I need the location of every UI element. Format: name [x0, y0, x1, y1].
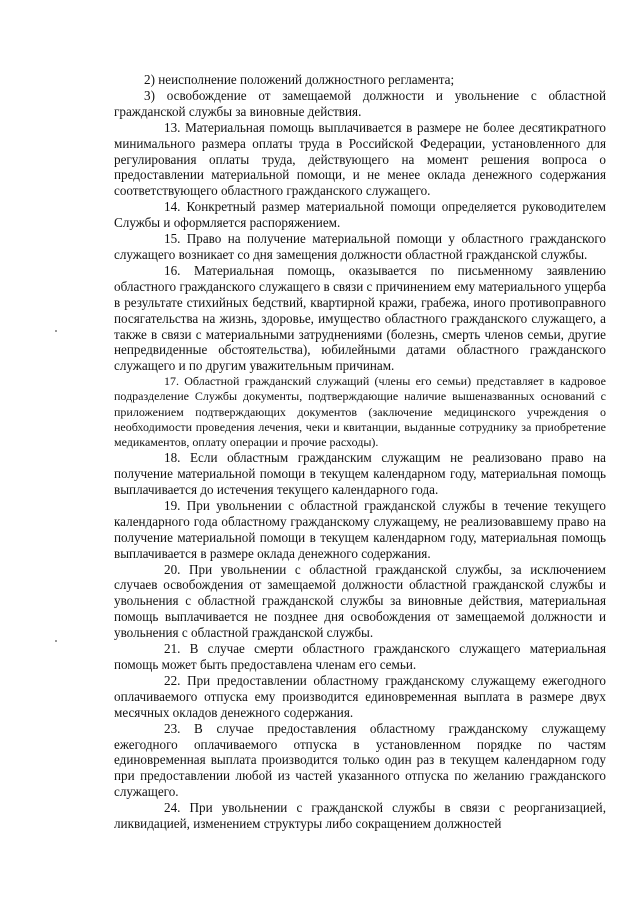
paragraph-14: 14. Конкретный размер материальной помощи определяется руководителем Службы и оформляется распоряжением. [114, 199, 606, 231]
paragraph-20: 20. При увольнении с областной гражданской службы, за исключением случаев освобождения от замещаемой должности областной гражданской службы и увольнения с областной гражданской службы за виновные действия, материальная помощь выплачивается не позднее дня освобождения от замещаемой должности и увольнения с областной гражданской службы. [114, 561, 606, 641]
paragraph-23: 23. В случае предоставления областному гражданскому служащему ежегодного оплачиваемого отпуска в установленном порядке по частям единовременная выплата производится только один раз в текущем календарном году при предоставлении любой из частей указанного отпуска по желанию гражданского служащего. [114, 720, 606, 800]
paragraph-15: 15. Право на получение материальной помощи у областного гражданского служащего возникает со дня замещения должности областной гражданской службы. [114, 231, 606, 262]
scan-speck [55, 330, 57, 332]
paragraph-13: 13. Материальная помощь выплачивается в размере не более десятикратного минимального размера оплаты труда в Российской Федерации, установленного для регулирования оплаты труда, действующего на момент решения вопроса о предоставлении материальной помощи, и не менее оклада денежного содержания соответствующего областного гражданского служащего. [114, 119, 606, 199]
document-page [114, 72, 606, 832]
paragraph-item-2: 2) неисполнение положений должностного регламента; [144, 72, 455, 87]
paragraph-19: 19. При увольнении с областной гражданской службы в течение текущего календарного года областному гражданскому служащему, не реализовавшему право на получение материальной помощи в текущем календарном году, материальная помощь выплачивается в размере оклада денежного содержания. [114, 497, 606, 561]
paragraph-18: 18. Если областным гражданским служащим не реализовано право на получение материальной помощи в текущем календарном году, материальная помощь выплачивается до истечения текущего календарного года. [114, 450, 606, 498]
paragraph-17: 17. Областной гражданский служащий (члены его семьи) представляет в кадровое подразделение Службы документы, подтверждающие наличие вышеназванных оснований с приложением подтверждающих документов (заключение медицинского учреждения о необходимости проведения лечения, чеки и квитанции, выданные сотруднику за приобретение медикаментов, оплату операции и прочие расходы). [114, 374, 606, 450]
paragraph-16: 16. Материальная помощь, оказывается по письменному заявлению областного гражданского служащего в связи с причинением ему материального ущерба в результате стихийных бедствий, квартирной кражи, грабежа, иного противоправного посягательства на жизнь, здоровье, имущество областного гражданского служащего, а также в связи с материальными затруднениями (болезнь, смерть членов семьи, другие непредвиденные обстоятельства), юбилейными датами областного гражданского служащего и по другим уважительным причинам. [114, 262, 606, 374]
paragraph-22: 22. При предоставлении областному гражданскому служащему ежегодного оплачиваемого отпуска ему производится единовременная выплата в размере двух месячных окладов денежного содержания. [114, 672, 606, 720]
scan-speck [55, 640, 57, 642]
paragraph-24: 24. При увольнении с гражданской службы в связи с реорганизацией, ликвидацией, изменением структуры либо сокращением должностей [114, 800, 606, 832]
paragraph-21: 21. В случае смерти областного гражданского служащего материальная помощь может быть предоставлена членам его семьи. [114, 641, 606, 673]
paragraph-item-3: 3) освобождение от замещаемой должности и увольнение с областной гражданской службы за виновные действия. [114, 87, 606, 119]
